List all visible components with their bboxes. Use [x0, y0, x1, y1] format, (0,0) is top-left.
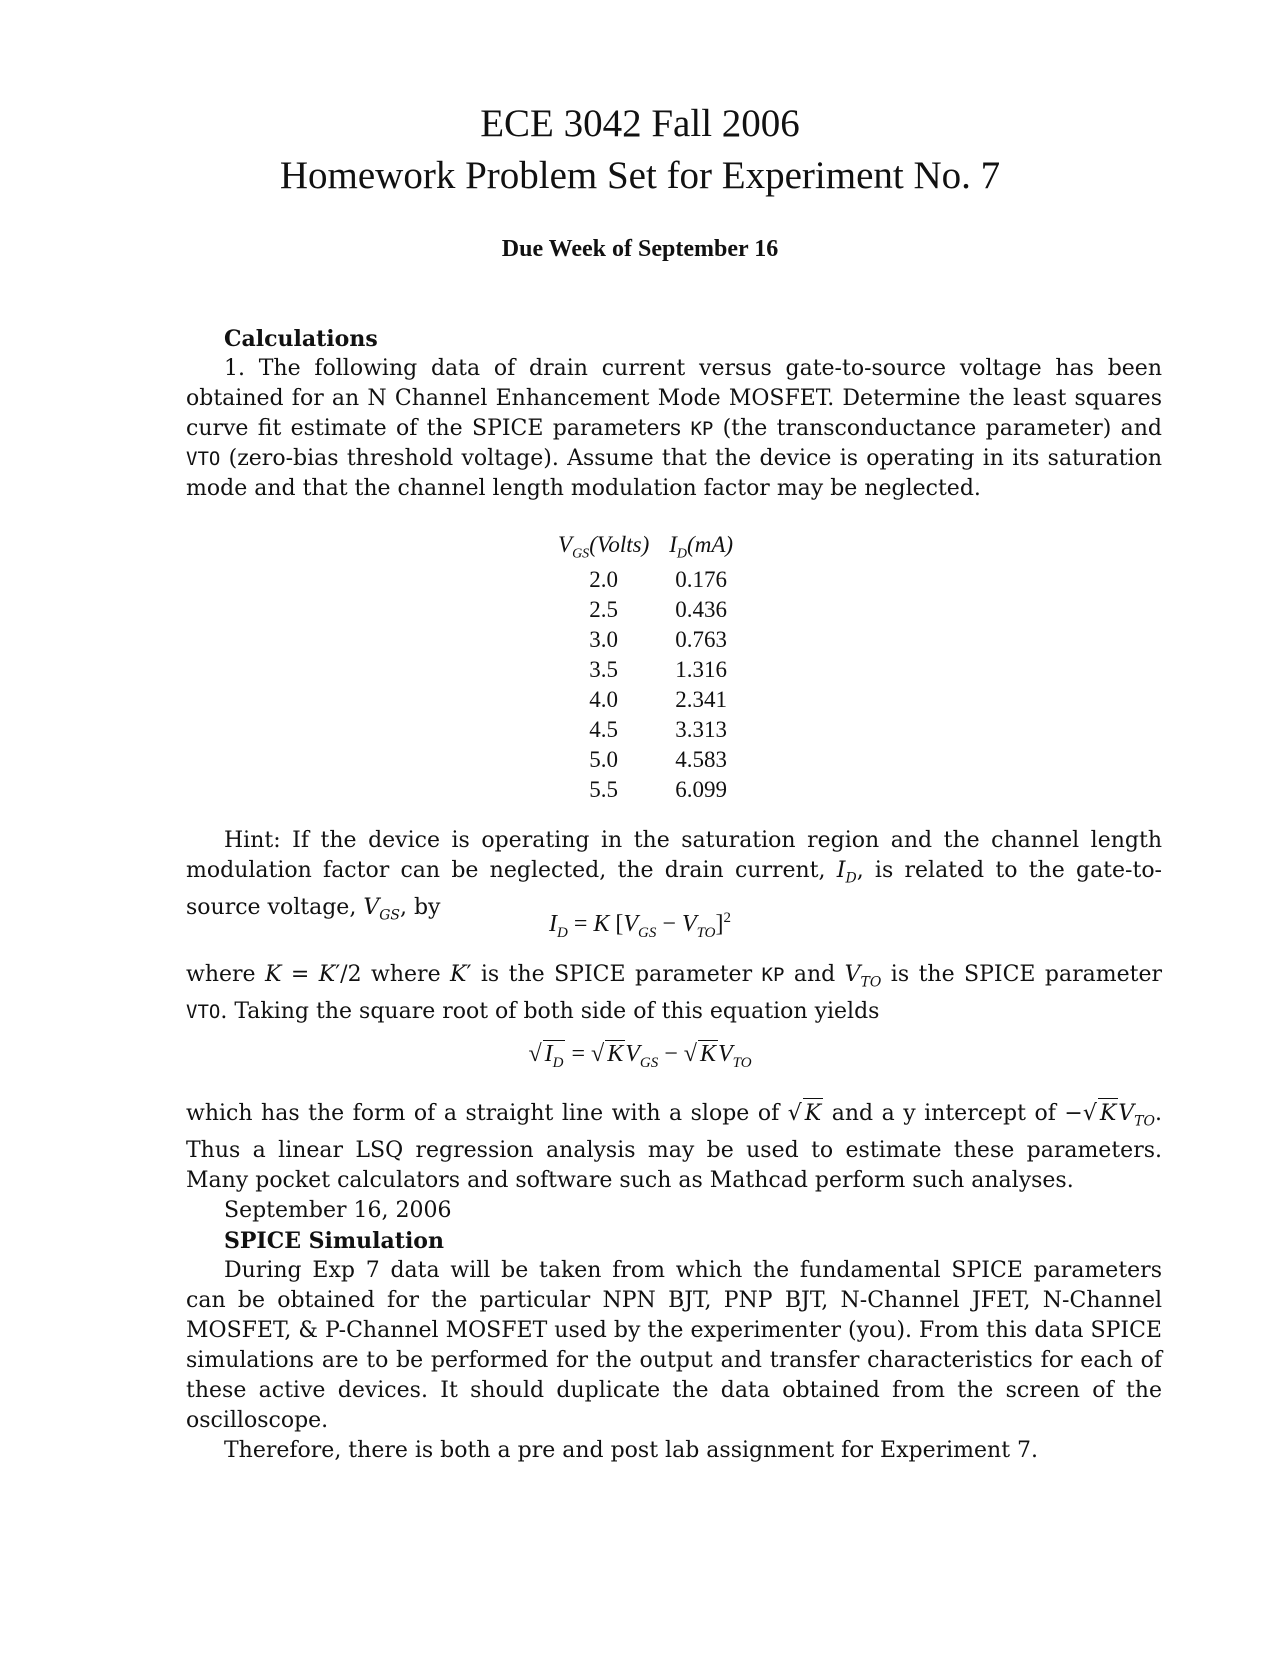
document-subtitle: Homework Problem Set for Experiment No. 7 [279, 154, 1001, 197]
spice-assignment-text: Therefore, there is both a pre and post lab assignment for Experiment 7. [224, 1438, 1039, 1464]
table-row: 2.5 0.436 [589, 596, 728, 622]
data-table [548, 532, 743, 805]
regression-section [186, 1098, 1162, 1466]
sqrt-equation: √ $I_D$ = √ $KV_{GS}$ − √ $KV_{TO}$ [528, 1041, 752, 1071]
date-line: September 16, 2006 [224, 1198, 452, 1224]
kp-code: KP [690, 418, 714, 440]
problem-1-text: 1. The following data of drain current versus gate-to-source voltage has been obtained for an N Channel Enhancement Mode MOSFET. Determine the least squares curve fit estimate of the SPICE parameters KP (the transconductance parameter) and VTO (zero-bias threshold voltage). Assume that the device is operating in its saturation mode and that the channel length modulation factor may be neglected. [186, 356, 1162, 501]
table-row: 5.5 6.099 [589, 776, 728, 802]
spice-text: During Exp 7 data will be taken from which the fundamental SPICE parameters can be obtained for the particular NPN BJT, PNP BJT, N-Channel JFET, N-Channel MOSFET, & P-Channel MOSFET used by the experimenter (you). From this data SPICE simulations are to be performed for the output and transfer characteristics for each of these active devices. It should duplicate the data obtained from the screen of the oscilloscope. [186, 1258, 1162, 1434]
calculations-section [186, 324, 1162, 504]
table-row: 3.0 0.763 [589, 626, 728, 652]
table-row: 2.0 0.176 [589, 566, 728, 592]
vgs-column-header: $V_{GS}(Volts)$ [558, 532, 650, 562]
table-header-row [548, 532, 743, 565]
table-row: 4.5 3.313 [589, 716, 728, 742]
where-text: where K = K′/2 where K′ is the SPICE parameter KP and $V_{TO}$ is the SPICE parameter VTO. Taking the square root of both side of this equation yields [186, 962, 1163, 1025]
saturation-equation: $I_D = K$ $[V_{GS} - V_{TO}]^2$ [548, 910, 732, 941]
where-section [186, 960, 1162, 1027]
hint-text: Hint: If the device is operating in the saturation region and the channel length modulation factor can be neglected, the drain current, $I_D$, is related to the gate-to-source voltage, $V_{GS}$, by [186, 828, 1162, 924]
due-date: Due Week of September 16 [501, 236, 779, 262]
calculations-heading: Calculations [224, 326, 378, 352]
vto-code: VTO [186, 448, 221, 470]
table-row: 5.0 4.583 [589, 746, 728, 772]
id-column-header: $I_D(mA)$ [669, 532, 734, 562]
document-title: ECE 3042 Fall 2006 [480, 102, 800, 145]
table-row: 3.5 1.316 [589, 656, 728, 682]
table-row: 4.0 2.341 [589, 686, 728, 712]
regression-text: which has the form of a straight line with a slope of √ K and a y intercept of −√ $KV_{TO}$. Thus a linear LSQ regression analysis may be used to estimate these parameters. Many pocket calculators and software such as Mathcad perform such analyses. [186, 1098, 1162, 1196]
spice-heading: SPICE Simulation [224, 1228, 444, 1255]
